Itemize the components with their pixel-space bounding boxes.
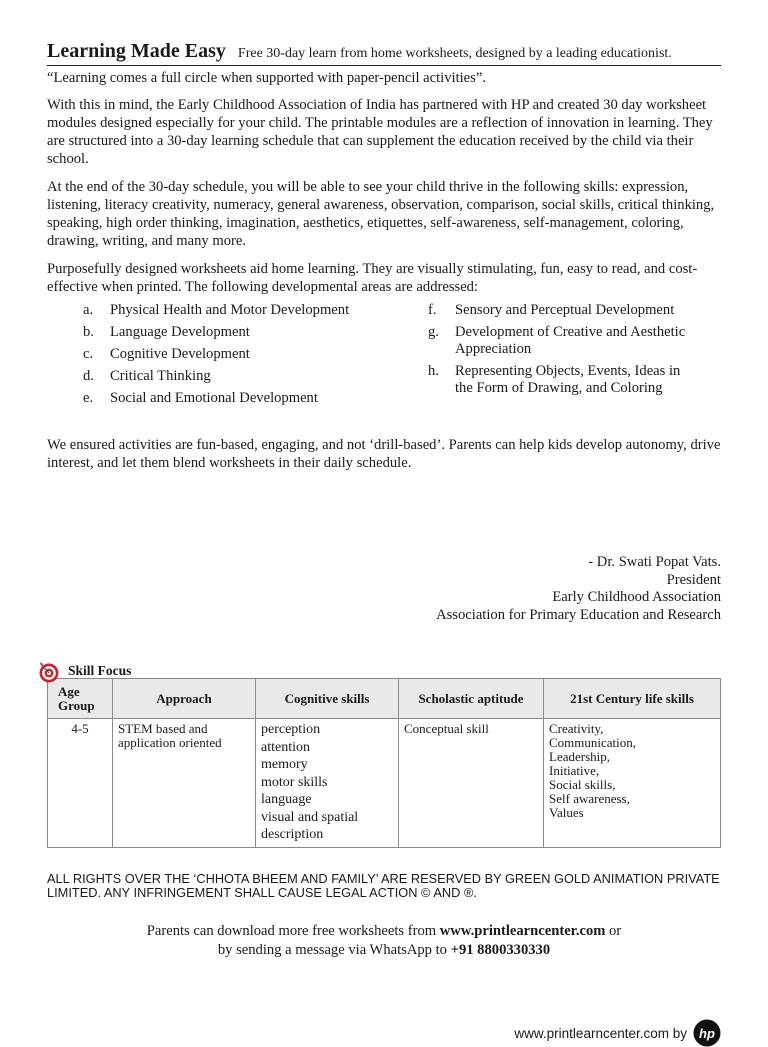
signature-block: [436, 554, 721, 624]
header-cognitive: Cognitive skills: [256, 679, 399, 719]
signature-name: - Dr. Swati Popat Vats.: [588, 554, 721, 570]
cognitive-skill: motor skills: [261, 774, 328, 790]
century-skill: Initiative,: [549, 763, 600, 778]
list-item: [83, 390, 428, 407]
skill-focus-section: [47, 664, 721, 848]
intro-quote: “Learning comes a full circle when supported with paper-pencil activities”.: [47, 70, 486, 86]
footer-text: www.printlearncenter.com by: [514, 1025, 687, 1041]
target-icon: [38, 661, 60, 683]
hp-logo: [693, 1019, 721, 1047]
century-skill: Creativity,: [549, 721, 604, 736]
intro-paragraph-2: At the end of the 30-day schedule, you will be able to see your child thrive in the following skills: expression, listening, literacy creativity, numeracy, general awareness, observation, comparison, social skills, critical thinking, speaking, high order thinking, imagination, aesthetics, etiquettes, self-awareness, self-management, coloring, drawing, writing, and many more.: [47, 179, 715, 249]
list-item: [83, 346, 428, 363]
header-century-skills: 21st Century life skills: [544, 679, 721, 719]
list-item: [83, 302, 428, 319]
signature-org-2: Association for Primary Education and Research: [436, 606, 721, 623]
cognitive-skill: memory: [261, 757, 308, 772]
signature-org-1: Early Childhood Association: [552, 589, 721, 605]
list-letter: b.: [83, 324, 94, 340]
list-letter: g.: [428, 324, 439, 340]
list-item: [428, 302, 698, 319]
skill-focus-title: Skill Focus: [68, 663, 132, 678]
whatsapp-number[interactable]: +91 8800330330: [450, 942, 551, 958]
list-text: Representing Objects, Events, Ideas in the Form of Drawing, and Coloring: [455, 363, 681, 396]
list-item: [83, 324, 428, 341]
list-letter: f.: [428, 302, 437, 318]
list-text: Development of Creative and Aesthetic Appreciation: [455, 324, 686, 357]
cognitive-skill: attention: [261, 739, 310, 755]
list-text: Social and Emotional Development: [110, 390, 318, 406]
page-title: Learning Made Easy: [47, 40, 226, 62]
header-scholastic: Scholastic aptitude: [399, 679, 544, 719]
areas-list-right: [428, 302, 698, 412]
table-header-row: [48, 679, 721, 719]
cognitive-skill: language: [261, 792, 312, 807]
download-line-1: [47, 922, 721, 941]
list-text: Language Development: [110, 324, 250, 340]
cell-century-skills: [544, 719, 721, 848]
page-footer: [514, 1019, 721, 1047]
page-subtitle: Free 30-day learn from home worksheets, designed by a leading educationist.: [237, 46, 672, 61]
header-approach: Approach: [113, 679, 256, 719]
list-text: Physical Health and Motor Development: [110, 302, 350, 318]
cell-cognitive: [256, 719, 399, 848]
cell-age: 4-5: [48, 719, 113, 848]
skill-focus-header: [47, 664, 721, 678]
areas-list-left: [83, 302, 428, 412]
list-text: Cognitive Development: [110, 346, 250, 362]
developmental-areas: [47, 302, 721, 412]
list-text: Critical Thinking: [110, 368, 211, 384]
cell-approach: STEM based and application oriented: [113, 719, 256, 848]
list-item: [83, 368, 428, 385]
century-skill: Social skills,: [549, 777, 616, 792]
list-letter: c.: [83, 346, 94, 362]
century-skill: Self awareness,: [549, 791, 630, 806]
century-skill: Communication,: [549, 735, 637, 750]
list-letter: d.: [83, 368, 94, 384]
legal-notice: ALL RIGHTS OVER THE ‘CHHOTA BHEEM AND FAMILY’ ARE RESERVED BY GREEN GOLD ANIMATION PRIVATE LIMITED. ANY INFRINGEMENT SHALL CAUSE LEGAL ACTION © AND ®.: [47, 871, 720, 900]
download-text: Parents can download more free worksheets from: [146, 923, 440, 939]
century-skill: Leadership,: [549, 749, 611, 764]
signature-role: President: [666, 571, 721, 588]
skill-focus-table: [47, 678, 721, 848]
svg-text:hp: hp: [699, 1026, 715, 1041]
download-info: [47, 922, 721, 960]
document-page: [47, 40, 721, 1041]
cell-scholastic: Conceptual skill: [399, 719, 544, 848]
list-text: Sensory and Perceptual Development: [455, 302, 675, 318]
cognitive-skill: perception: [261, 722, 321, 737]
table-row: [48, 719, 721, 848]
document-header: [47, 40, 721, 66]
intro-paragraph-3: Purposefully designed worksheets aid home learning. They are visually stimulating, fun, easy to read, and cost-effective when printed. The following developmental areas are addressed:: [47, 261, 698, 295]
list-letter: a.: [83, 302, 94, 318]
intro-paragraph-1: With this in mind, the Early Childhood Association of India has partnered with HP and created 30 day worksheet modules designed especially for your child. The printable modules are a reflection of innovation in learning. They are structured into a 30-day learning schedule that can supplement the education received by the child via their school.: [47, 97, 713, 167]
whatsapp-text: by sending a message via WhatsApp to: [217, 942, 451, 958]
cognitive-skill: visual and spatial description: [261, 809, 359, 842]
list-letter: h.: [428, 363, 439, 379]
website-link[interactable]: www.printlearncenter.com: [439, 923, 606, 939]
list-item: [428, 363, 698, 397]
list-letter: e.: [83, 390, 94, 406]
download-line-2: [47, 941, 721, 960]
list-item: [428, 324, 698, 358]
century-skill: Values: [549, 805, 584, 820]
header-age-group: Age Group: [48, 679, 113, 719]
closing-paragraph: We ensured activities are fun-based, engaging, and not ‘drill-based’. Parents can help kids develop autonomy, drive interest, and let them blend worksheets in their daily schedule.: [47, 437, 721, 471]
download-text-or: or: [605, 923, 622, 939]
